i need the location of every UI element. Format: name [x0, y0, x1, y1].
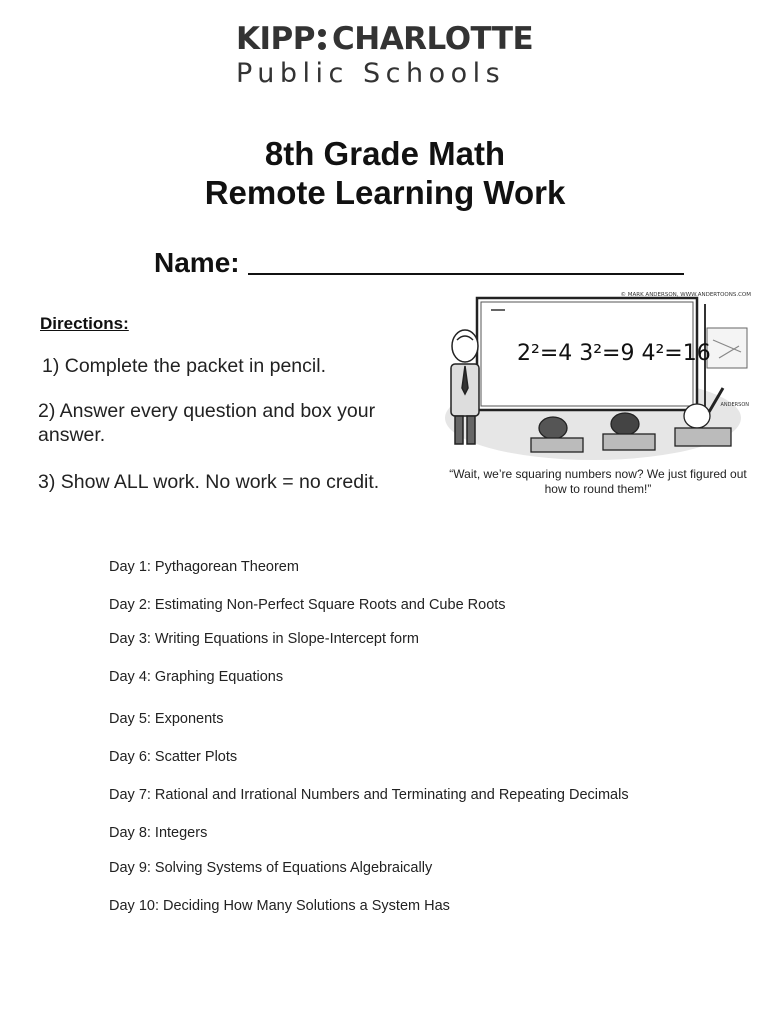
name-blank-line	[248, 273, 684, 275]
page-title-line2: Remote Learning Work	[204, 174, 566, 211]
logo-subtitle: Public Schools	[236, 58, 506, 89]
logo-brand: KIPP	[236, 21, 315, 57]
page-title-line1: 8th Grade Math	[264, 135, 506, 172]
direction-step-3: 3) Show ALL work. No work = no credit.	[38, 471, 380, 493]
day-item-1: Day 1: Pythagorean Theorem	[109, 559, 299, 575]
day-item-8: Day 8: Integers	[109, 825, 208, 841]
school-logo	[236, 22, 546, 90]
cartoon-board-math: 2²=4 3²=9 4²=16	[517, 341, 711, 366]
classroom-cartoon	[443, 288, 755, 460]
day-item-3: Day 3: Writing Equations in Slope-Intercept form	[109, 631, 420, 647]
direction-step-2: 2) Answer every question and box your answer.	[38, 400, 376, 446]
cartoon-credit: © MARK ANDERSON, WWW.ANDERTOONS.COM	[620, 292, 751, 298]
directions-heading: Directions:	[40, 314, 129, 333]
logo-name: CHARLOTTE	[332, 21, 534, 57]
day-item-6: Day 6: Scatter Plots	[109, 749, 238, 765]
name-label: Name:	[154, 247, 240, 278]
logo-colon-icon	[318, 29, 326, 50]
day-item-10: Day 10: Deciding How Many Solutions a System Has	[109, 898, 450, 914]
day-item-9: Day 9: Solving Systems of Equations Algebraically	[109, 860, 433, 876]
day-item-7: Day 7: Rational and Irrational Numbers and Terminating and Repeating Decimals	[109, 787, 629, 803]
name-field	[154, 247, 684, 279]
day-item-2: Day 2: Estimating Non-Perfect Square Roots and Cube Roots	[109, 597, 506, 613]
day-item-5: Day 5: Exponents	[109, 711, 224, 727]
cartoon-caption: “Wait, we’re squaring numbers now? We just figured out how to round them!”	[449, 467, 747, 496]
day-item-4: Day 4: Graphing Equations	[109, 669, 284, 685]
direction-step-1: 1) Complete the packet in pencil.	[42, 355, 326, 377]
cartoon-signature: ANDERSON	[720, 402, 749, 408]
